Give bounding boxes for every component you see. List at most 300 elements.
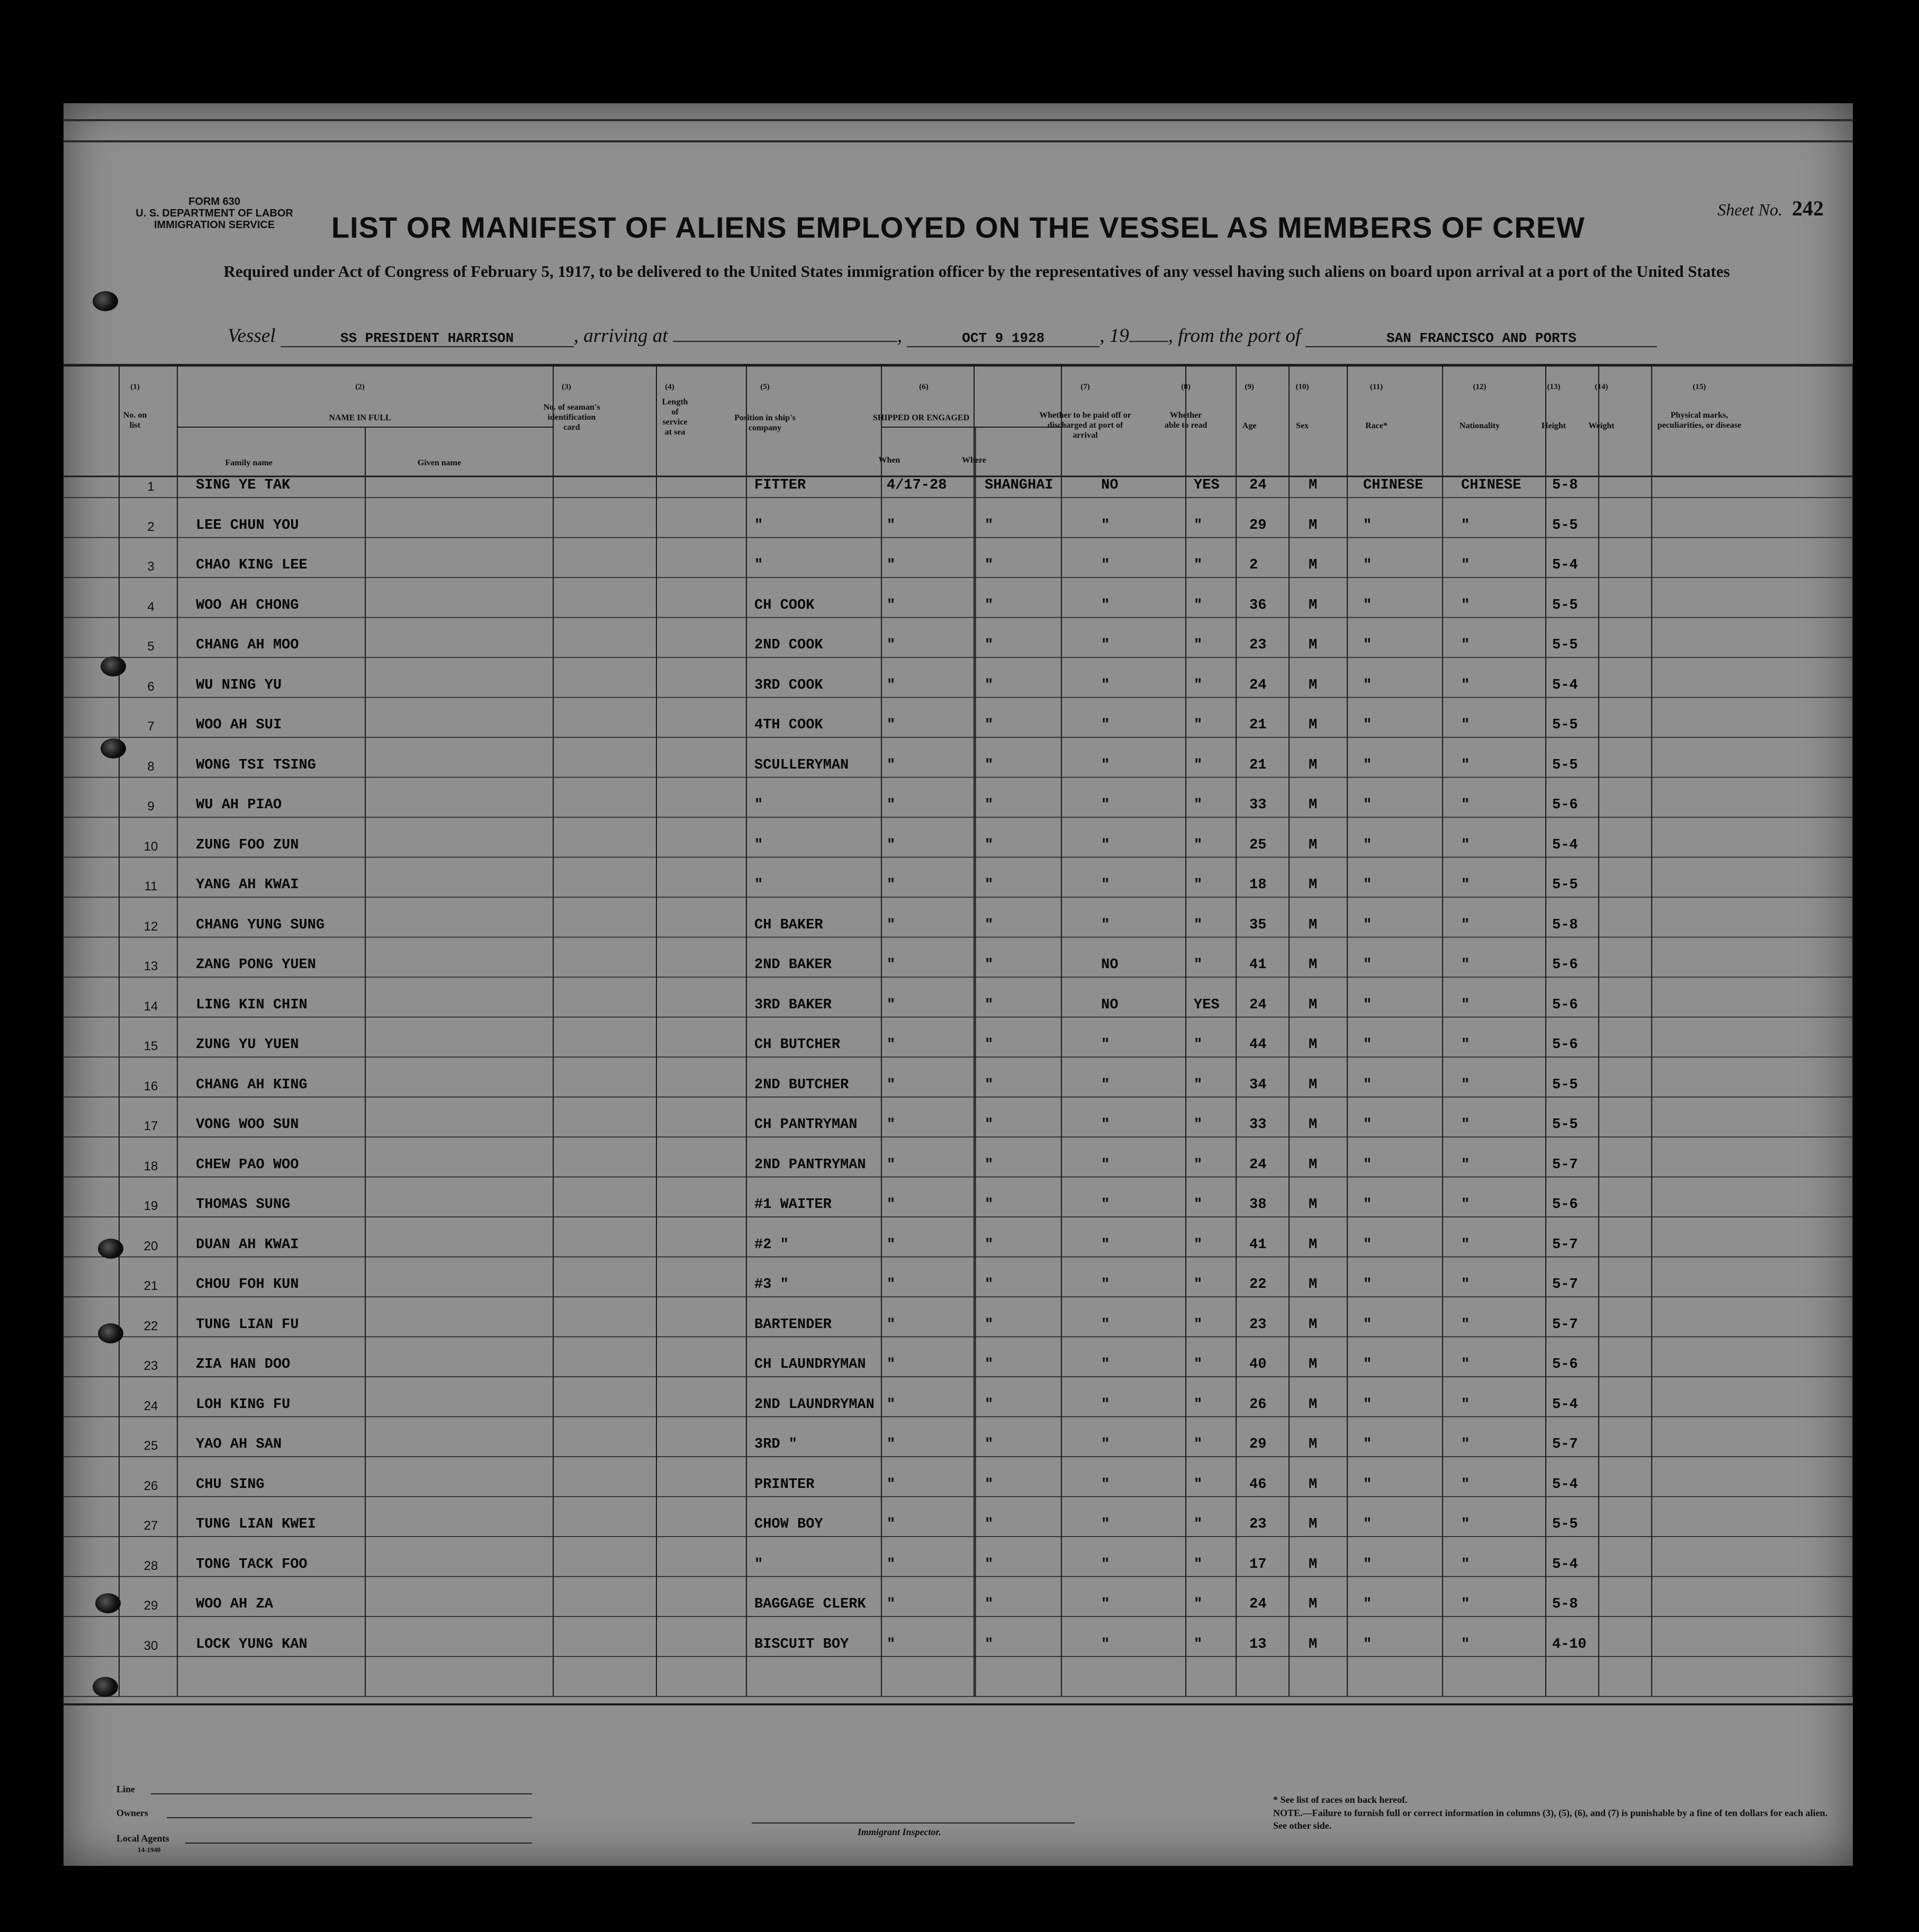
position-cell: 2ND PANTRYMAN [754,1157,866,1173]
col-number: (13) [1547,383,1561,391]
paid-off-cell: " [1101,1556,1110,1573]
age-cell: 24 [1249,477,1267,493]
position-cell: SCULLERYMAN [754,757,849,773]
sex-cell: M [1309,1277,1318,1293]
when-cell: " [887,1117,896,1133]
race-cell: " [1363,1596,1372,1612]
able-read-cell: " [1194,1037,1203,1053]
able-read-cell: " [1194,677,1203,693]
when-cell: " [887,1037,896,1053]
where-cell: " [985,1516,994,1532]
age-cell: 21 [1249,717,1267,733]
row-number: 5 [147,639,155,654]
paid-off-cell: " [1101,837,1110,853]
nationality-cell: " [1461,1236,1470,1253]
height-cell: 5-5 [1552,757,1578,773]
age-cell: 38 [1249,1197,1267,1213]
where-cell: " [985,1316,994,1333]
where-cell: " [985,517,994,534]
row-number: 28 [143,1558,158,1573]
able-read-cell: " [1194,557,1203,573]
height-cell: 4-10 [1552,1636,1587,1653]
race-cell: " [1363,637,1372,653]
age-cell: 24 [1249,997,1267,1013]
nationality-cell: " [1461,997,1470,1013]
paid-off-cell: " [1101,677,1110,693]
col-number: (7) [1080,383,1090,391]
when-cell: " [887,1437,896,1452]
age-cell: 40 [1249,1357,1267,1373]
row-number: 22 [143,1319,158,1333]
family-name-cell: CHANG AH MOO [196,637,299,653]
height-cell: 5-5 [1552,1077,1578,1093]
when-cell: 4/17-28 [887,477,947,493]
service-name: IMMIGRATION SERVICE [154,219,275,231]
sex-cell: M [1309,877,1318,893]
position-cell: " [754,837,763,853]
paid-off-cell: " [1101,1516,1110,1532]
family-name-cell: THOMAS SUNG [196,1197,291,1213]
header-race: Race* [1365,421,1388,430]
paid-off-cell: " [1101,1396,1110,1413]
when-cell: " [887,637,896,653]
header-paid-off: Whether to be paid off or discharged at port of arrival [1039,411,1131,440]
nationality-cell: " [1461,1277,1470,1293]
height-cell: 5-4 [1552,557,1578,573]
row-number: 23 [143,1359,158,1373]
paid-off-cell: " [1101,1357,1110,1373]
sex-cell: M [1309,1157,1318,1173]
position-cell: 3RD COOK [754,677,823,693]
able-read-cell: " [1194,837,1203,853]
family-name-cell: LING KIN CHIN [196,997,308,1013]
position-cell: FITTER [754,477,806,493]
height-cell: 5-5 [1552,1117,1578,1133]
paid-off-cell: " [1101,1037,1110,1053]
paid-off-cell: NO [1101,997,1119,1013]
col-number: (12) [1473,383,1486,391]
height-cell: 5-4 [1552,1476,1578,1493]
age-cell: 33 [1249,1117,1267,1133]
family-name-cell: ZUNG FOO ZUN [196,837,299,853]
family-name-cell: LEE CHUN YOU [196,517,299,534]
family-name-cell: LOCK YUNG KAN [196,1636,308,1653]
position-cell: BAGGAGE CLERK [754,1596,866,1612]
nationality-cell: " [1461,1037,1470,1053]
able-read-cell: " [1194,1396,1203,1413]
sex-cell: M [1309,1396,1318,1413]
height-cell: 5-5 [1552,517,1578,534]
header-no-on-list: No. on list [123,411,147,430]
family-name-cell: VONG WOO SUN [196,1117,299,1133]
family-name-cell: WOO AH ZA [196,1596,273,1612]
sex-cell: M [1309,477,1318,493]
footer-line-label: Line [116,1784,136,1794]
when-cell: " [887,1396,896,1413]
race-cell: " [1363,1117,1372,1133]
when-cell: " [887,1357,896,1373]
where-cell: " [985,757,994,773]
age-cell: 2 [1249,557,1258,573]
position-cell: CH BAKER [754,917,823,933]
sheet-number-value: 242 [1792,196,1824,220]
nationality-cell: " [1461,877,1470,893]
sex-cell: M [1309,917,1318,933]
sex-cell: M [1309,1037,1318,1053]
family-name-cell: WONG TSI TSING [196,757,316,773]
where-cell: " [985,717,994,733]
height-cell: 5-6 [1552,797,1578,813]
age-cell: 29 [1249,517,1267,534]
paid-off-cell: " [1101,757,1110,773]
paid-off-cell: " [1101,557,1110,573]
position-cell: " [754,797,763,813]
footer-agents-label: Local Agents [116,1833,169,1844]
position-cell: 4TH COOK [754,717,823,733]
age-cell: 23 [1249,637,1267,653]
paid-off-cell: " [1101,1236,1110,1253]
height-cell: 5-7 [1552,1277,1578,1293]
when-cell: " [887,1636,896,1653]
race-cell: " [1363,1316,1372,1333]
nationality-cell: " [1461,957,1470,973]
position-cell: " [754,517,763,534]
height-cell: 5-7 [1552,1316,1578,1333]
document-subtitle: Required under Act of Congress of February 5, 1917, to be delivered to the United States immigration officer by the representatives of any vessel having such aliens on board upon arrival at a port of the United States [223,262,1730,281]
race-cell: " [1363,1556,1372,1573]
height-cell: 5-6 [1552,1357,1578,1373]
sex-cell: M [1309,757,1318,773]
sex-cell: M [1309,1437,1318,1452]
position-cell: 2ND LAUNDRYMAN [754,1396,875,1413]
when-cell: " [887,1077,896,1093]
nationality-cell: " [1461,717,1470,733]
row-number: 26 [143,1478,158,1493]
nationality-cell: " [1461,597,1470,613]
height-cell: 5-7 [1552,1437,1578,1452]
able-read-cell: " [1194,1277,1203,1293]
age-cell: 24 [1249,1596,1267,1612]
position-cell: 3RD BAKER [754,997,832,1013]
family-name-cell: WU AH PIAO [196,797,282,813]
nationality-cell: " [1461,1596,1470,1612]
sex-cell: M [1309,1316,1318,1333]
row-number: 13 [143,959,158,973]
able-read-cell: " [1194,797,1203,813]
position-cell: BARTENDER [754,1316,832,1333]
row-number: 8 [147,759,155,774]
from-port-label: , from the port of [1168,325,1301,347]
sex-cell: M [1309,557,1318,573]
race-cell: " [1363,1236,1372,1253]
family-name-cell: WOO AH SUI [196,717,282,733]
race-cell: " [1363,1516,1372,1532]
sex-cell: M [1309,597,1318,613]
sex-cell: M [1309,997,1318,1013]
nationality-cell: " [1461,1556,1470,1573]
where-cell: " [985,1157,994,1173]
department-name: U. S. DEPARTMENT OF LABOR [136,207,293,219]
age-cell: 35 [1249,917,1267,933]
nationality-cell: " [1461,917,1470,933]
nationality-cell: " [1461,1396,1470,1413]
sex-cell: M [1309,1476,1318,1493]
height-cell: 5-5 [1552,597,1578,613]
position-cell: CH BUTCHER [754,1037,841,1053]
races-note: * See list of races on back hereof. [1273,1794,1408,1805]
col-number: (10) [1295,383,1309,391]
where-cell: " [985,917,994,933]
when-cell: " [887,997,896,1013]
row-number: 16 [143,1079,158,1094]
col-number: (6) [919,383,929,391]
when-cell: " [887,1316,896,1333]
age-cell: 26 [1249,1396,1267,1413]
race-cell: " [1363,1157,1372,1173]
when-cell: " [887,1236,896,1253]
height-cell: 5-8 [1552,917,1578,933]
able-read-cell: " [1194,1437,1203,1452]
height-cell: 5-5 [1552,717,1578,733]
family-name-cell: CHEW PAO WOO [196,1157,299,1173]
sex-cell: M [1309,637,1318,653]
header-id-card: No. of seaman's identification card [543,403,600,432]
age-cell: 24 [1249,1157,1267,1173]
row-number: 27 [143,1519,158,1533]
arrival-date: OCT 9 1928 [907,330,1100,347]
height-cell: 5-8 [1552,477,1578,493]
race-cell: " [1363,1437,1372,1452]
paid-off-cell: " [1101,1157,1110,1173]
sex-cell: M [1309,517,1318,534]
where-cell: " [985,597,994,613]
age-cell: 21 [1249,757,1267,773]
height-cell: 5-5 [1552,637,1578,653]
nationality-cell: " [1461,797,1470,813]
age-cell: 23 [1249,1516,1267,1532]
position-cell: 2ND COOK [754,637,823,653]
year-label: , 19 [1100,325,1129,347]
height-cell: 5-6 [1552,1037,1578,1053]
row-number: 6 [147,679,155,694]
able-read-cell: " [1194,877,1203,893]
sex-cell: M [1309,1357,1318,1373]
paid-off-cell: " [1101,1077,1110,1093]
sex-cell: M [1309,677,1318,693]
race-cell: " [1363,797,1372,813]
family-name-cell: YANG AH KWAI [196,877,299,893]
paid-off-cell: " [1101,797,1110,813]
nationality-cell: " [1461,1117,1470,1133]
when-cell: " [887,677,896,693]
age-cell: 22 [1249,1277,1267,1293]
sheet-number-label: Sheet No. [1717,200,1782,219]
family-name-cell: TONG TACK FOO [196,1556,308,1573]
where-cell: " [985,877,994,893]
row-number: 18 [143,1159,158,1173]
row-number: 15 [143,1039,158,1053]
header-when: When [878,456,900,465]
where-cell: " [985,1437,994,1452]
paid-off-cell: " [1101,1596,1110,1612]
nationality-cell: " [1461,757,1470,773]
race-cell: " [1363,1476,1372,1493]
nationality-cell: " [1461,1157,1470,1173]
footer-owners-rule [167,1817,532,1818]
height-cell: 5-8 [1552,1596,1578,1612]
row-number: 1 [147,480,155,494]
race-cell: " [1363,717,1372,733]
race-cell: " [1363,837,1372,853]
paid-off-cell: " [1101,1437,1110,1452]
when-cell: " [887,797,896,813]
paid-off-cell: " [1101,1197,1110,1213]
age-cell: 18 [1249,877,1267,893]
when-cell: " [887,877,896,893]
when-cell: " [887,717,896,733]
header-position: Position in ship's company [734,413,796,432]
where-cell: " [985,1556,994,1573]
position-cell: 2ND BUTCHER [754,1077,849,1093]
race-cell: " [1363,997,1372,1013]
where-cell: " [985,1236,994,1253]
family-name-cell: ZANG PONG YUEN [196,957,316,973]
race-cell: " [1363,957,1372,973]
where-cell: " [985,677,994,693]
position-cell: 2ND BAKER [754,957,832,973]
sex-cell: M [1309,1236,1318,1253]
family-name-cell: ZUNG YU YUEN [196,1037,299,1053]
able-read-cell: " [1194,917,1203,933]
when-cell: " [887,1516,896,1532]
where-cell: " [985,1596,994,1612]
punch-hole [95,1593,121,1613]
nationality-cell: " [1461,677,1470,693]
race-cell: " [1363,1277,1372,1293]
height-cell: 5-5 [1552,1516,1578,1532]
where-cell: " [985,1476,994,1493]
race-cell: " [1363,677,1372,693]
punch-hole [101,738,126,759]
where-cell: " [985,557,994,573]
where-cell: " [985,957,994,973]
row-number: 20 [143,1239,158,1253]
race-cell: " [1363,917,1372,933]
family-name-cell: TUNG LIAN KWEI [196,1516,316,1532]
row-number: 4 [147,599,155,614]
race-cell: " [1363,877,1372,893]
height-cell: 5-4 [1552,1556,1578,1573]
height-cell: 5-7 [1552,1157,1578,1173]
where-cell: " [985,1357,994,1373]
row-number: 9 [147,799,155,814]
family-name-cell: WU NING YU [196,677,282,693]
col-number: (11) [1370,383,1383,391]
paid-off-cell: " [1101,717,1110,733]
where-cell: " [985,1077,994,1093]
col-number: (15) [1692,383,1706,391]
nationality-cell: " [1461,1077,1470,1093]
punch-hole [98,1323,123,1343]
family-name-cell: CHANG YUNG SUNG [196,917,325,933]
header-age: Age [1242,421,1257,430]
when-cell: " [887,1157,896,1173]
failure-note: NOTE.—Failure to furnish full or correct information in columns (3), (5), (6), and (7) is punishable by a fine of ten dollars for each alien. See other side. [1273,1808,1828,1831]
sex-cell: M [1309,1117,1318,1133]
able-read-cell: " [1194,1077,1203,1093]
nationality-cell: " [1461,1476,1470,1493]
age-cell: 13 [1249,1636,1267,1653]
family-name-cell: CHAO KING LEE [196,557,308,573]
header-able-read: Whether able to read [1164,411,1208,430]
family-name-cell: CHANG AH KING [196,1077,308,1093]
position-cell: CHOW BOY [754,1516,823,1532]
age-cell: 33 [1249,797,1267,813]
header-length-service: Length of service at sea [662,398,688,437]
sex-cell: M [1309,1596,1318,1612]
paid-off-cell: " [1101,1117,1110,1133]
height-cell: 5-4 [1552,837,1578,853]
where-cell: " [985,1117,994,1133]
when-cell: " [887,597,896,613]
age-cell: 25 [1249,837,1267,853]
age-cell: 41 [1249,957,1267,973]
height-cell: 5-7 [1552,1236,1578,1253]
nationality-cell: " [1461,517,1470,534]
when-cell: " [887,1197,896,1213]
family-name-cell: SING YE TAK [196,477,291,493]
col-number: (4) [665,383,674,391]
able-read-cell: " [1194,1516,1203,1532]
height-cell: 5-5 [1552,877,1578,893]
able-read-cell: " [1194,1476,1203,1493]
able-read-cell: " [1194,1236,1203,1253]
height-cell: 5-6 [1552,997,1578,1013]
height-cell: 5-4 [1552,677,1578,693]
age-cell: 46 [1249,1476,1267,1493]
nationality-cell: " [1461,1636,1470,1653]
race-cell: " [1363,757,1372,773]
sex-cell: M [1309,1197,1318,1213]
sex-cell: M [1309,957,1318,973]
vessel-name: SS PRESIDENT HARRISON [281,330,574,347]
age-cell: 23 [1249,1316,1267,1333]
age-cell: 34 [1249,1077,1267,1093]
nationality-cell: " [1461,1357,1470,1373]
position-cell: " [754,877,763,893]
sex-cell: M [1309,797,1318,813]
paid-off-cell: " [1101,1277,1110,1293]
punch-hole [98,1239,123,1259]
able-read-cell: " [1194,517,1203,534]
age-cell: 17 [1249,1556,1267,1573]
paid-off-cell: " [1101,1636,1110,1653]
row-number: 21 [143,1279,158,1293]
paid-off-cell: " [1101,517,1110,534]
family-name-cell: ZIA HAN DOO [196,1357,291,1373]
footer-agents-rule [185,1843,532,1844]
where-cell: SHANGHAI [985,477,1053,493]
row-number: 24 [143,1398,158,1413]
nationality-cell: " [1461,837,1470,853]
col-number: (1) [130,383,140,391]
able-read-cell: " [1194,1357,1203,1373]
race-cell: " [1363,1037,1372,1053]
col-number: (3) [562,383,571,391]
where-cell: " [985,997,994,1013]
row-number: 3 [147,559,155,574]
arriving-label: , arriving at [573,325,668,347]
